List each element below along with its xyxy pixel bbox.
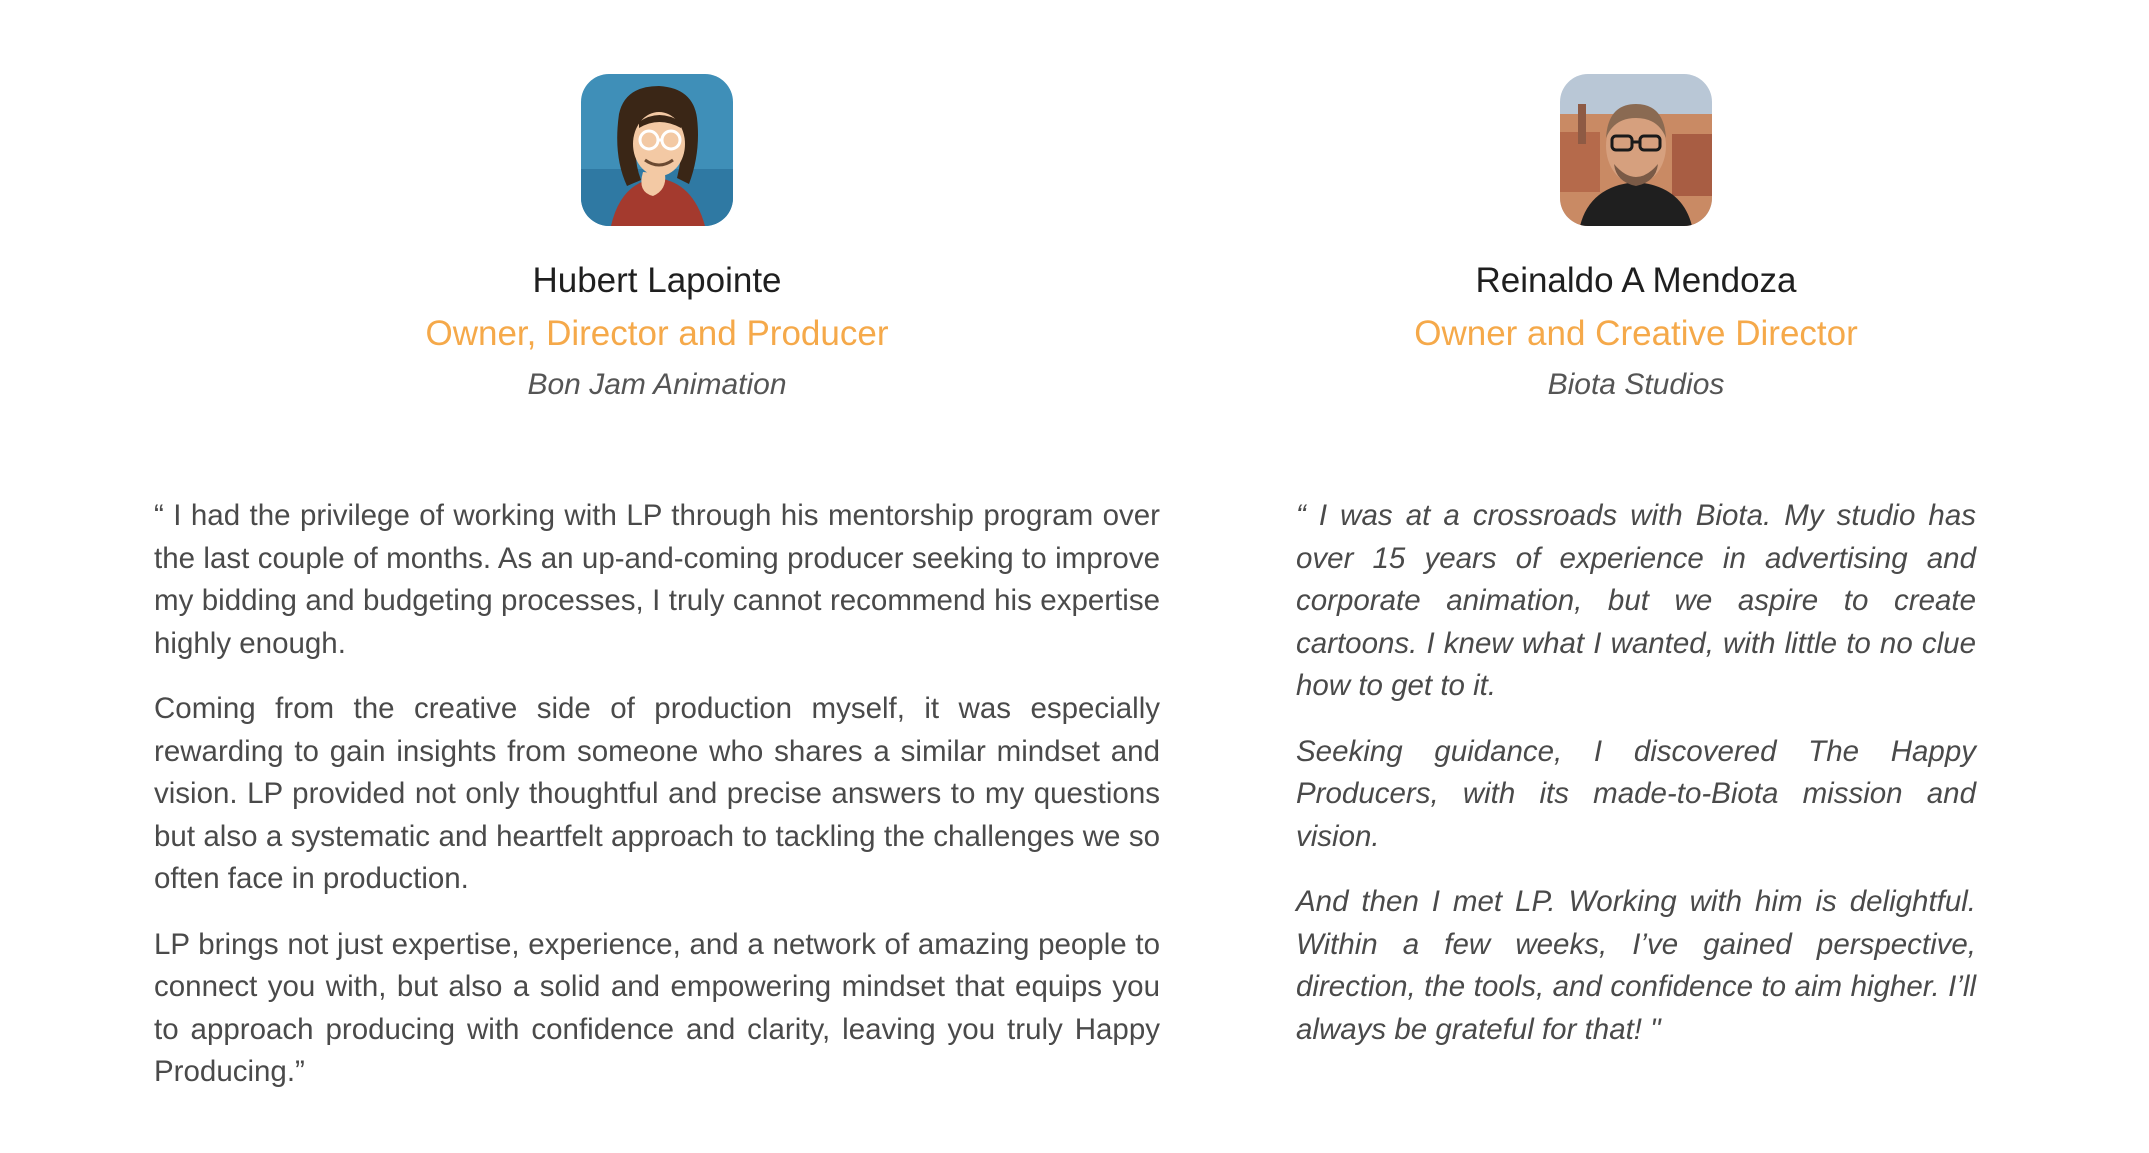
- testimonial-role: Owner and Creative Director: [1414, 314, 1858, 353]
- testimonial-name: Reinaldo A Mendoza: [1475, 261, 1797, 300]
- quote-paragraph: Seeking guidance, I discovered The Happy Producers, with its made-to-Biota mission and vision.: [1296, 734, 1976, 853]
- testimonial-profile: [1296, 74, 1976, 405]
- quote-paragraph: “ I was at a crossroads with Biota. My studio has over 15 years of experience in advertising and corporate animation, but we aspire to create cartoons. I knew what I wanted, with little to no clue how to get to it.: [1296, 499, 1976, 702]
- testimonial-card-hubert: [154, 0, 1160, 1117]
- testimonial-name: Hubert Lapointe: [532, 261, 782, 300]
- testimonial-quote: [1296, 495, 1976, 1051]
- testimonial-role: Owner, Director and Producer: [425, 314, 889, 353]
- testimonial-card-reinaldo: [1296, 0, 1976, 1074]
- quote-paragraph: And then I met LP. Working with him is delightful. Within a few weeks, I’ve gained perspective, direction, the tools, and confidence to aim higher. I’ll always be grateful for that! ": [1296, 885, 1976, 1046]
- testimonial-company: Bon Jam Animation: [527, 368, 787, 401]
- quote-paragraph: Coming from the creative side of production myself, it was especially rewarding to gain insights from someone who shares a similar mindset and vision. LP provided not only thoughtful and precise answers to my questions but also a systematic and heartfelt approach to tackling the challenges we so often face in production.: [154, 692, 1160, 895]
- testimonial-company: Biota Studios: [1547, 368, 1725, 401]
- avatar: [581, 74, 733, 226]
- avatar: [1560, 74, 1712, 226]
- quote-paragraph: “ I had the privilege of working with LP through his mentorship program over the last couple of months. As an up-and-coming producer seeking to improve my bidding and budgeting processes, I truly cannot recommend his expertise highly enough.: [154, 499, 1160, 660]
- quote-paragraph: LP brings not just expertise, experience, and a network of amazing people to connect you with, but also a solid and empowering mindset that equips you to approach producing with confidence and clarity, leaving you truly Happy Producing.”: [154, 927, 1160, 1088]
- testimonial-quote: [154, 495, 1160, 1094]
- testimonial-profile: [154, 74, 1160, 405]
